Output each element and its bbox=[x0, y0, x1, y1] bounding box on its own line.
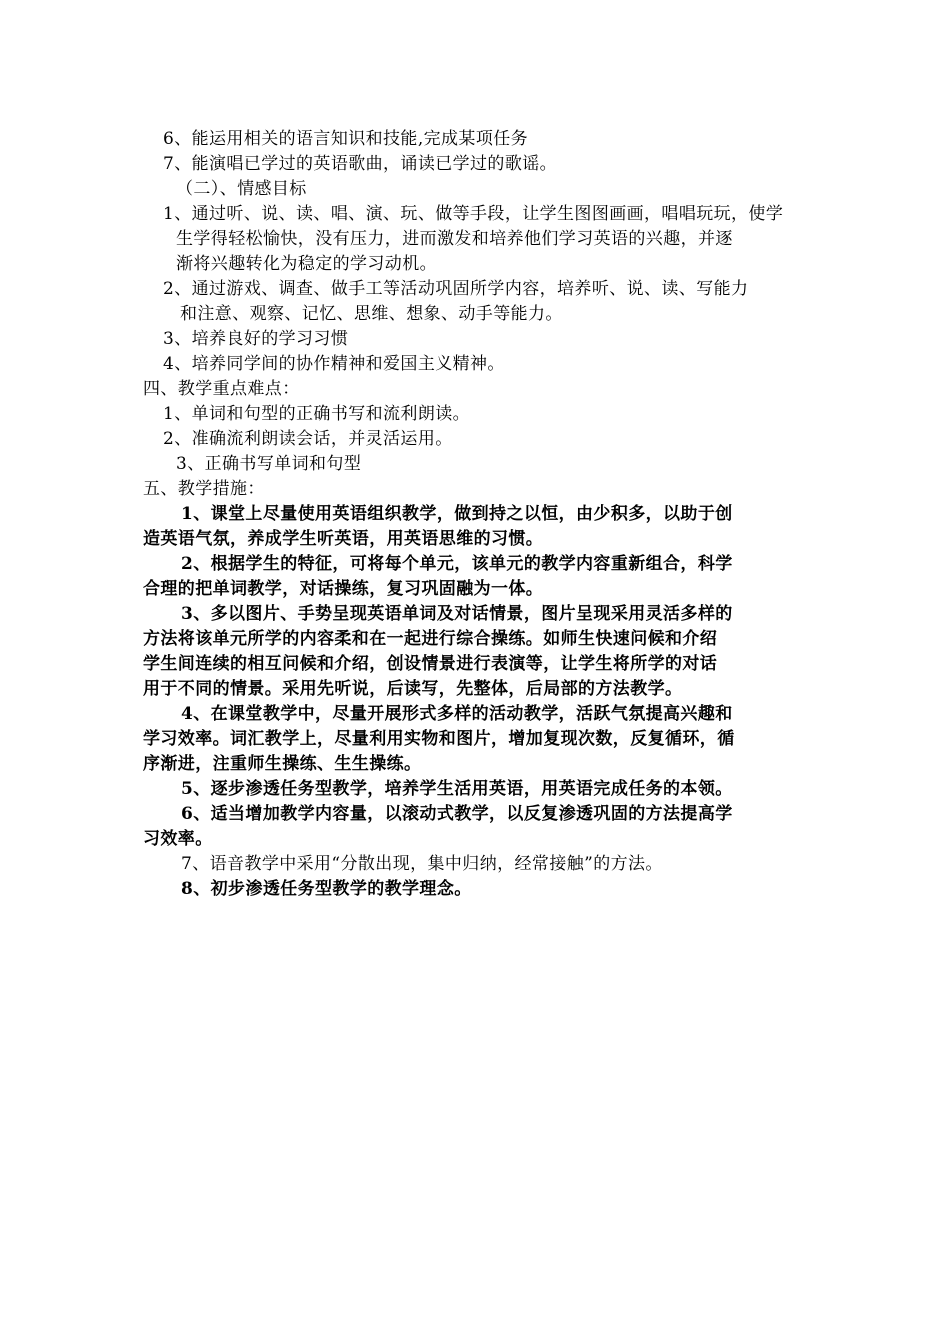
measure-item-5: 5、逐步渗透任务型教学，培养学生活用英语，用英语完成任务的本领。 bbox=[181, 779, 733, 799]
emotion-item-2-line-2: 和注意、观察、记忆、思维、想象、动手等能力。 bbox=[180, 304, 563, 324]
emotion-item-1-line-1: 1、通过听、说、读、唱、演、玩、做等手段，让学生图图画画，唱唱玩玩，使学 bbox=[163, 204, 784, 224]
skill-item-6: 6、能运用相关的语言知识和技能,完成某项任务 bbox=[163, 129, 529, 149]
measure-item-4-line-1: 4、在课堂教学中，尽量开展形式多样的活动教学，活跃气氛提高兴趣和 bbox=[181, 704, 733, 724]
emotion-goals-heading: （二）、情感目标 bbox=[176, 179, 307, 199]
measure-item-3-line-3: 学生间连续的相互问候和介绍，创设情景进行表演等，让学生将所学的对话 bbox=[143, 654, 718, 674]
emotion-item-1-line-2: 生学得轻松愉快，没有压力，进而激发和培养他们学习英语的兴趣，并逐 bbox=[176, 229, 733, 249]
emotion-item-4: 4、培养同学间的协作精神和爱国主义精神。 bbox=[163, 354, 505, 374]
measure-item-7: 7、语音教学中采用“分散出现，集中归纳，经常接触”的方法。 bbox=[181, 854, 663, 874]
measure-item-3-line-4: 用于不同的情景。采用先听说，后读写，先整体，后局部的方法教学。 bbox=[143, 679, 683, 699]
emotion-item-2-line-1: 2、通过游戏、调查、做手工等活动巩固所学内容，培养听、说、读、写能力 bbox=[163, 279, 749, 299]
measure-item-6-line-2: 习效率。 bbox=[143, 829, 213, 849]
measures-heading: 五、教学措施： bbox=[143, 479, 265, 499]
difficulty-heading: 四、教学重点难点： bbox=[143, 379, 300, 399]
measure-item-6-line-1: 6、适当增加教学内容量，以滚动式教学，以反复渗透巩固的方法提高学 bbox=[181, 804, 733, 824]
measure-item-4-line-3: 序渐进，注重师生操练、生生操练。 bbox=[143, 754, 422, 774]
measure-item-1-line-1: 1、课堂上尽量使用英语组织教学，做到持之以恒，由少积多，以助于创 bbox=[181, 504, 733, 524]
emotion-item-3: 3、培养良好的学习习惯 bbox=[163, 329, 349, 349]
difficulty-item-1: 1、单词和句型的正确书写和流利朗读。 bbox=[163, 404, 471, 424]
difficulty-item-3: 3、正确书写单词和句型 bbox=[176, 454, 362, 474]
measure-item-4-line-2: 学习效率。词汇教学上，尽量利用实物和图片，增加复现次数，反复循环，循 bbox=[143, 729, 735, 749]
measure-item-2-line-2: 合理的把单词教学，对话操练，复习巩固融为一体。 bbox=[143, 579, 544, 599]
emotion-item-1-line-3: 渐将兴趣转化为稳定的学习动机。 bbox=[176, 254, 437, 274]
measure-item-2-line-1: 2、根据学生的特征，可将每个单元，该单元的教学内容重新组合，科学 bbox=[181, 554, 733, 574]
measure-item-3-line-2: 方法将该单元所学的内容柔和在一起进行综合操练。如师生快速问候和介绍 bbox=[143, 629, 718, 649]
difficulty-item-2: 2、准确流利朗读会话，并灵活运用。 bbox=[163, 429, 453, 449]
measure-item-3-line-1: 3、多以图片、手势呈现英语单词及对话情景，图片呈现采用灵活多样的 bbox=[181, 604, 733, 624]
measure-item-1-line-2: 造英语气氛，养成学生听英语，用英语思维的习惯。 bbox=[143, 529, 544, 549]
measure-item-8: 8、初步渗透任务型教学的教学理念。 bbox=[181, 879, 472, 899]
skill-item-7: 7、能演唱已学过的英语歌曲，诵读已学过的歌谣。 bbox=[163, 154, 558, 174]
